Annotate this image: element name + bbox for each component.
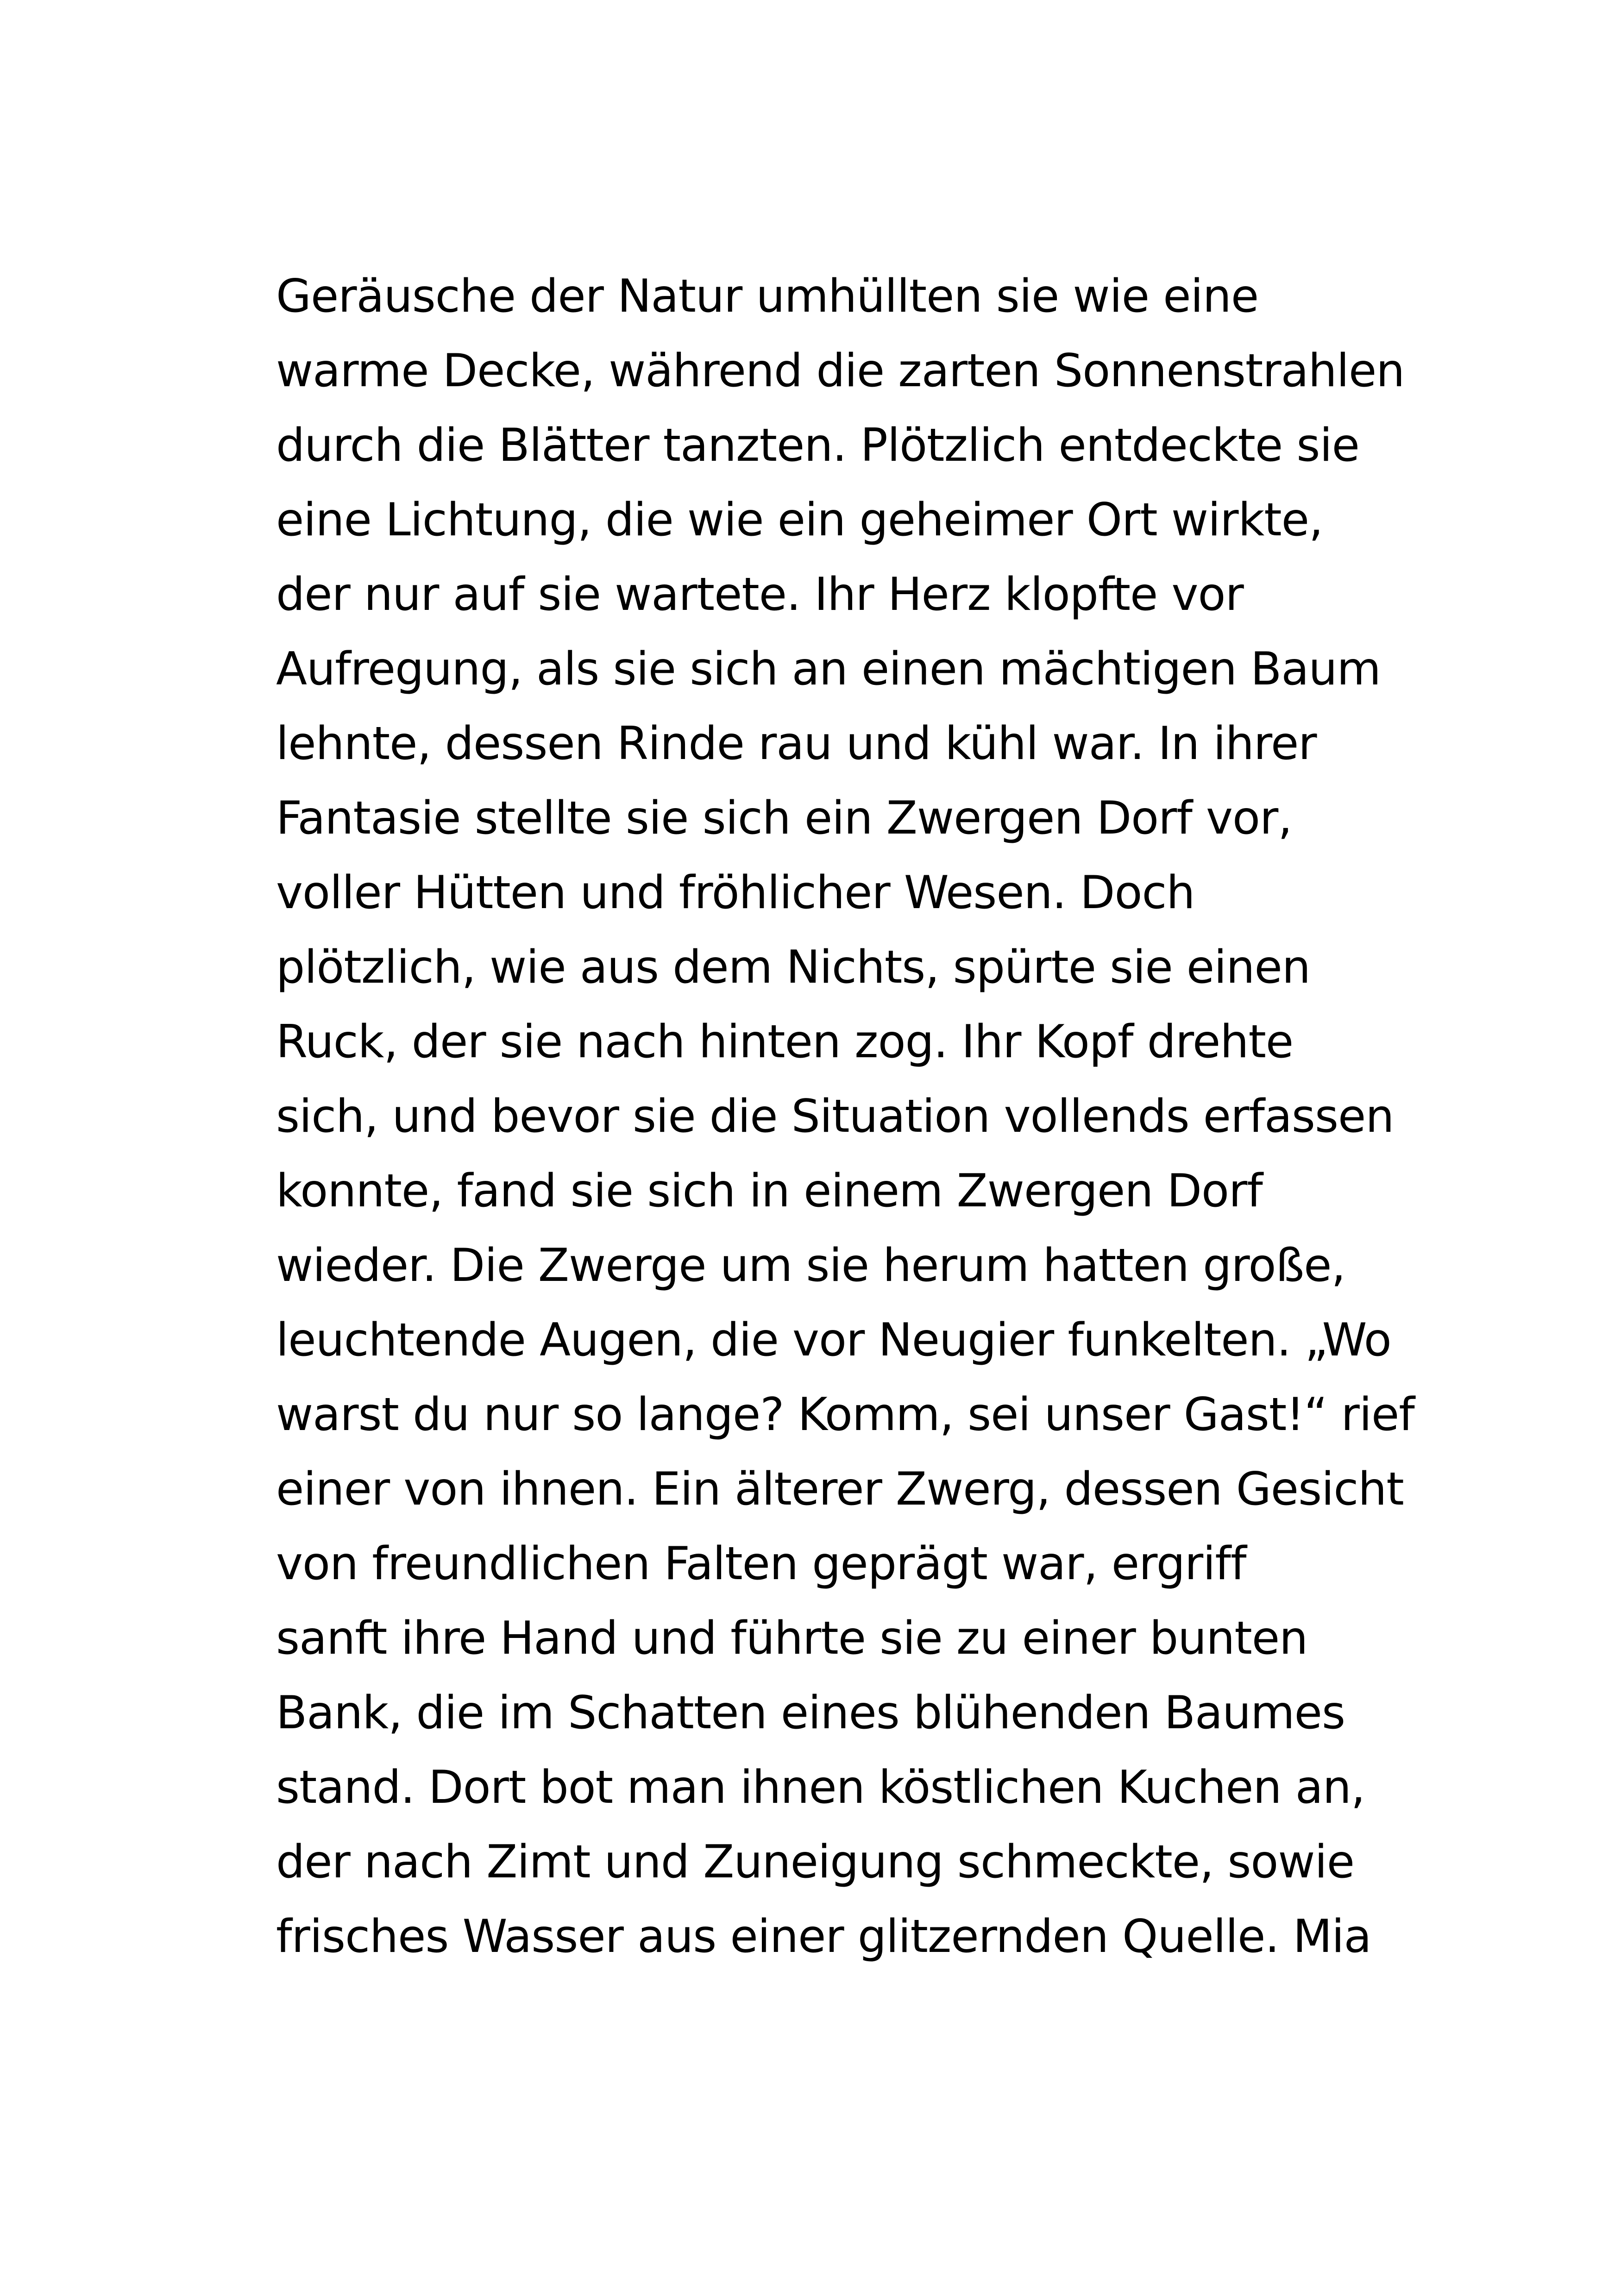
text-line-20: Bank, die im Schatten eines blühenden Baumes — [276, 1687, 1345, 1739]
text-line-12: sich, und bevor sie die Situation vollends erfassen — [276, 1090, 1394, 1143]
text-line-19: sanft ihre Hand und führte sie zu einer bunten — [276, 1612, 1308, 1665]
text-line-3: durch die Blätter tanzten. Plötzlich entdeckte sie — [276, 419, 1359, 472]
text-line-22: der nach Zimt und Zuneigung schmeckte, sowie — [276, 1836, 1355, 1888]
text-line-6: Aufregung, als sie sich an einen mächtigen Baum — [276, 643, 1381, 696]
text-line-4: eine Lichtung, die wie ein geheimer Ort wirkte, — [276, 494, 1323, 546]
text-line-17: einer von ihnen. Ein älterer Zwerg, dessen Gesicht — [276, 1463, 1404, 1516]
text-line-2: warme Decke, während die zarten Sonnenstrahlen — [276, 345, 1405, 397]
text-line-10: plötzlich, wie aus dem Nichts, spürte sie einen — [276, 941, 1310, 994]
text-line-14: wieder. Die Zwerge um sie herum hatten große, — [276, 1239, 1345, 1292]
text-line-9: voller Hütten und fröhlicher Wesen. Doch — [276, 866, 1195, 919]
text-line-5: der nur auf sie wartete. Ihr Herz klopfte vor — [276, 568, 1244, 621]
text-line-7: lehnte, dessen Rinde rau und kühl war. In ihrer — [276, 717, 1317, 770]
text-line-13: konnte, fand sie sich in einem Zwergen Dorf — [276, 1165, 1263, 1217]
text-line-18: von freundlichen Falten geprägt war, ergriff — [276, 1537, 1246, 1590]
text-line-16: warst du nur so lange? Komm, sei unser Gast!“ rief — [276, 1388, 1414, 1441]
text-line-15: leuchtende Augen, die vor Neugier funkelten. „Wo — [276, 1314, 1391, 1367]
text-line-8: Fantasie stellte sie sich ein Zwergen Dorf vor, — [276, 792, 1292, 845]
body-text — [276, 259, 1414, 1974]
text-line-1: Geräusche der Natur umhüllten sie wie eine — [276, 270, 1259, 323]
text-line-11: Ruck, der sie nach hinten zog. Ihr Kopf drehte — [276, 1016, 1294, 1068]
text-line-21: stand. Dort bot man ihnen köstlichen Kuchen an, — [276, 1761, 1365, 1814]
text-line-23: frisches Wasser aus einer glitzernden Quelle. Mia — [276, 1910, 1371, 1963]
